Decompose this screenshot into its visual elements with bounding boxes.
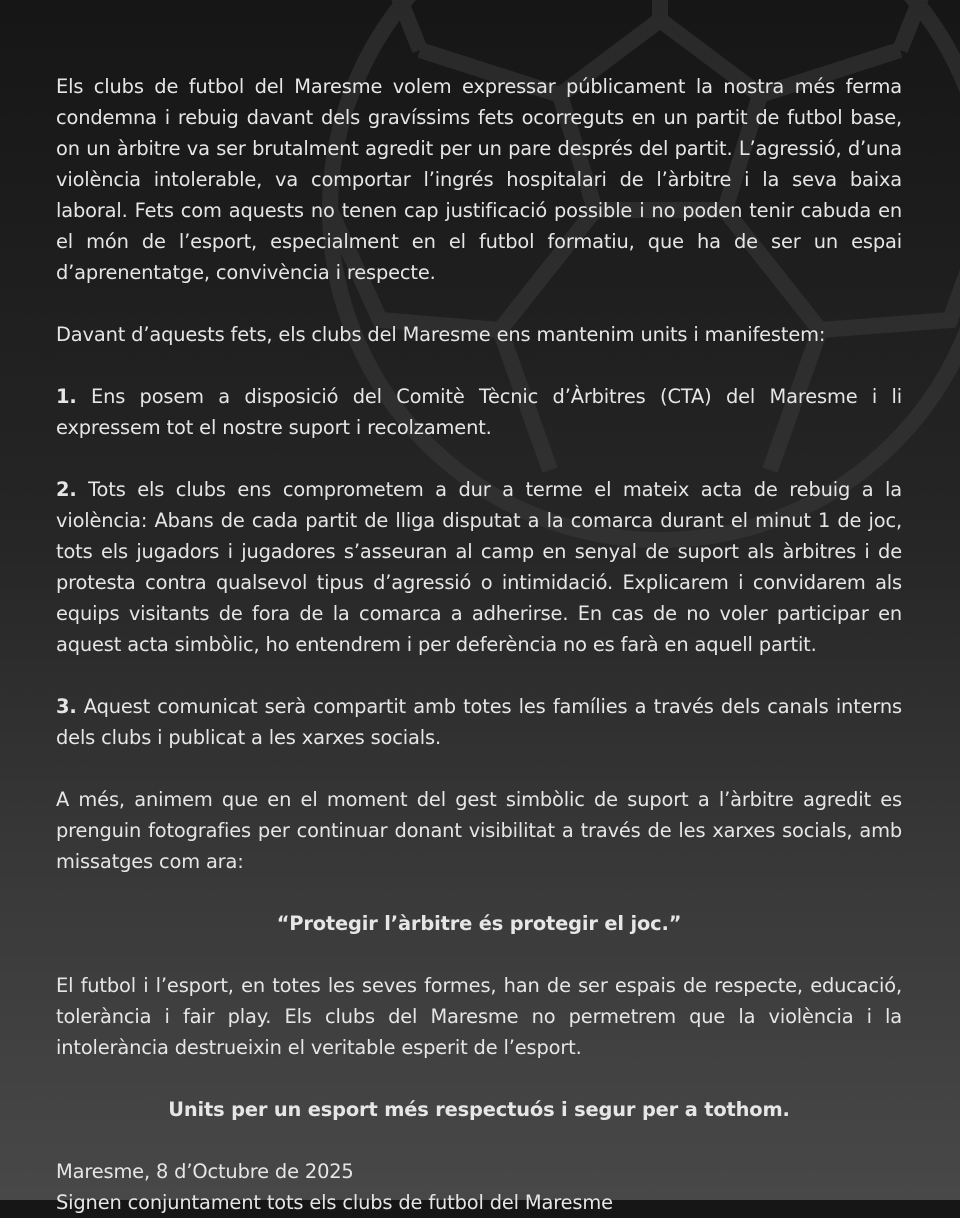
point-2 bbox=[56, 474, 902, 660]
point-3 bbox=[56, 691, 902, 753]
place-date: Maresme, 8 d’Octubre de 2025 bbox=[56, 1160, 354, 1183]
values-paragraph: El futbol i l’esport, en totes les seves formes, han de ser espais de respecte, educació, tolerància i fair play. Els clubs del Maresme no permetrem que la violència i la intolerància destrueixin el veritable esperit de l’esport. bbox=[56, 974, 902, 1059]
point-number: 3. bbox=[56, 695, 77, 718]
point-text: Aquest comunicat serà compartit amb totes les famílies a través dels canals interns dels clubs i publicat a les xarxes socials. bbox=[56, 695, 902, 749]
statement-body bbox=[56, 71, 902, 1218]
signature: Signen conjuntament tots els clubs de futbol del Maresme bbox=[56, 1191, 613, 1214]
slogan: Units per un esport més respectuós i segur per a tothom. bbox=[168, 1098, 790, 1121]
point-text: Tots els clubs ens comprometem a dur a terme el mateix acta de rebuig a la violència: Abans de cada partit de lliga disputat a la comarca durant el minut 1 de joc, tots els jugadors i jugadores s’asseuran al camp en senyal de suport als àrbitres i de protesta contra qualsevol tipus d’agressió o intimidació. Explicarem i convidarem als equips visitants de fora de la comarca a adherirse. En cas de no voler participar en aquest acta simbòlic, ho entendrem i per deferència no es farà en aquell partit. bbox=[56, 478, 903, 656]
lead-paragraph: Davant d’aquests fets, els clubs del Maresme ens mantenim units i manifestem: bbox=[56, 323, 826, 346]
photo-call-paragraph: A més, animem que en el moment del gest simbòlic de suport a l’àrbitre agredit es prenguin fotografies per continuar donant visibilitat a través de les xarxes socials, amb missatges com ara: bbox=[56, 788, 902, 873]
intro-paragraph: Els clubs de futbol del Maresme volem expressar públicament la nostra més ferma condemna i rebuig davant dels gravíssims fets ocorreguts en un partit de futbol base, on un àrbitre va ser brutalment agredit per un pare després del partit. L’agressió, d’una violència intolerable, va comportar l’ingrés hospitalari de l’àrbitre i la seva baixa laboral. Fets com aquests no tenen cap justificació possible i no poden tenir cabuda en el món de l’esport, especialment en el futbol formatiu, que ha de ser un espai d’aprenentatge, convivència i respecte. bbox=[56, 75, 902, 284]
point-1 bbox=[56, 381, 902, 443]
point-number: 2. bbox=[56, 478, 77, 501]
point-number: 1. bbox=[56, 385, 77, 408]
point-text: Ens posem a disposició del Comitè Tècnic d’Àrbitres (CTA) del Maresme i li expressem tot el nostre suport i recolzament. bbox=[56, 385, 902, 439]
quote: “Protegir l’àrbitre és protegir el joc.” bbox=[276, 912, 682, 935]
